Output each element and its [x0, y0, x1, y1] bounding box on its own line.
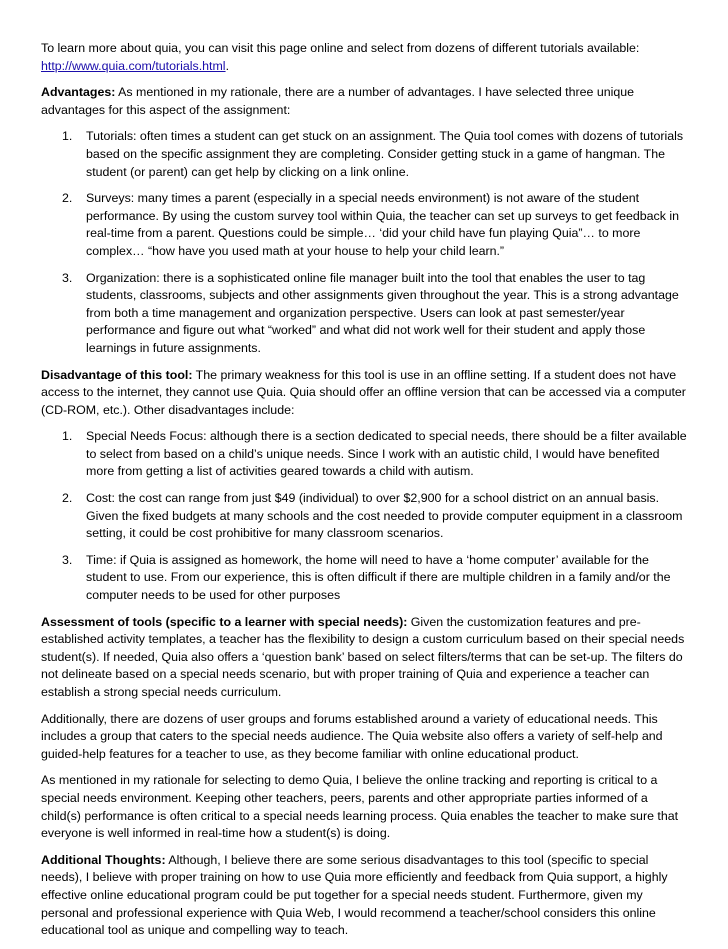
intro-text: To learn more about quia, you can visit this page online and select from dozens of different tutorials available:: [41, 41, 640, 55]
list-item-text: Special Needs Focus: although there is a section dedicated to special needs, there should be a filter available to select from based on a child’s unique needs. Since I work with an autistic child, I would have benefited more from getting a list of activities geared towards a child with autism.: [86, 429, 687, 479]
assessment-text: Given the customization features and pre-established activity templates, a teacher has the flexibility to design a custom curriculum based on their special needs student(s). If needed, Quia also offers a ‘question bank’ based on select filters/terms that can be set-up. The filters do not delineate based on a special needs scenario, but with proper training of Quia and experience a teacher can establish a strong special needs curriculum.: [41, 614, 685, 699]
advantages-text: As mentioned in my rationale, there are a number of advantages. I have selected three unique advantages for this aspect of the assignment:: [41, 85, 635, 117]
list-item-text: Tutorials: often times a student can get stuck on an assignment. The Quia tool comes with dozens of tutorials based on the specific assignment they are completing. Consider getting stuck in a game of hangman. The student (or parent) can get help by clicking on a link online.: [86, 129, 684, 179]
list-item: [41, 190, 689, 260]
list-item-text: Time: if Quia is assigned as homework, the home will need to have a ‘home computer’ available for the student to use. From our experience, this is often difficult if there are multiple children in a family and/or the computer needs to be used for other purposes: [86, 552, 671, 603]
advantages-paragraph: [41, 84, 689, 119]
advantages-heading: Advantages:: [41, 85, 116, 100]
list-item-text: Cost: the cost can range from just $49 (individual) to over $2,900 for a school district on an annual basis. Given the fixed budgets at many schools and the cost needed to provide computer equipment in a classroom setting, it could be cost prohibitive for many classroom scenarios.: [86, 491, 683, 541]
list-item: [41, 270, 689, 358]
list-item-number: 3.: [62, 270, 73, 285]
list-item-number: 3.: [62, 552, 73, 567]
list-item-number: 1.: [62, 129, 73, 144]
disadvantage-text: The primary weakness for this tool is use in an offline setting. If a student does not have access to the internet, they cannot use Quia. Quia should offer an offline version that can be accessed via a computer (CD-ROM, etc.). Other disadvantages include:: [41, 367, 686, 417]
additional-thoughts-heading: Additional Thoughts:: [41, 852, 166, 867]
assessment-paragraph: [41, 614, 689, 702]
disadvantage-paragraph: [41, 367, 689, 420]
rationale-paragraph: As mentioned in my rationale for selecting to demo Quia, I believe the online tracking and reporting is critical to a special needs environment. Keeping other teachers, peers, parents and other appropriate parties informed of a child(s) performance is often critical to a special needs learning process. Quia enables the teacher to make sure that everyone is well informed in real-time how a student(s) is doing.: [41, 773, 679, 841]
list-item-number: 1.: [62, 429, 73, 444]
advantages-list: [41, 128, 689, 357]
list-item-number: 2.: [62, 491, 73, 506]
additional-thoughts-paragraph: [41, 852, 689, 940]
list-item-text: Surveys: many times a parent (especially in a special needs environment) is not aware of the student performance. By using the custom survey tool within Quia, the teacher can set up surveys to get feedback in real-time from a parent. Questions could be simple… ‘did your child have fun playing Quia”… to more complex… “how have you used math at your house to help your child learn.”: [86, 191, 679, 258]
list-item: [41, 490, 689, 543]
intro-paragraph: [41, 40, 689, 75]
list-item-text: Organization: there is a sophisticated online file manager built into the tool that enables the user to tag students, classrooms, subjects and other assignments given throughout the year. This is a strong advantage from both a time management and organization perspective. Users can look at past semester/year performance and figure out what “worked” and what did not work well for their student and apply those learnings in future assignments.: [86, 270, 679, 355]
list-item-number: 2.: [62, 191, 73, 206]
additional-thoughts-text: Although, I believe there are some serious disadvantages to this tool (specific to special needs), I believe with proper training on how to use Quia more efficiently and feedback from Quia support, a highly effective online educational program could be put together for a special needs student. Furthermore, given my personal and professional experience with Quia Web, I would recommend a teacher/school considers this online educational tool as unique and compelling way to teach.: [41, 852, 668, 938]
assessment-heading: Assessment of tools (specific to a learner with special needs):: [41, 614, 408, 629]
list-item: [41, 428, 689, 481]
document-page: [41, 40, 689, 949]
list-item: [41, 128, 689, 181]
additionally-paragraph: Additionally, there are dozens of user groups and forums established around a variety of educational needs. This includes a group that caters to the special needs audience. The Quia website also offers a variety of self-help and guided-help features for a teacher to use, as they become familiar with online educational product.: [41, 711, 663, 761]
disadvantages-list: [41, 428, 689, 604]
tutorials-link[interactable]: http://www.quia.com/tutorials.html: [41, 58, 226, 73]
list-item: [41, 552, 689, 605]
disadvantage-heading: Disadvantage of this tool:: [41, 367, 193, 382]
intro-link-suffix: .: [225, 58, 230, 73]
